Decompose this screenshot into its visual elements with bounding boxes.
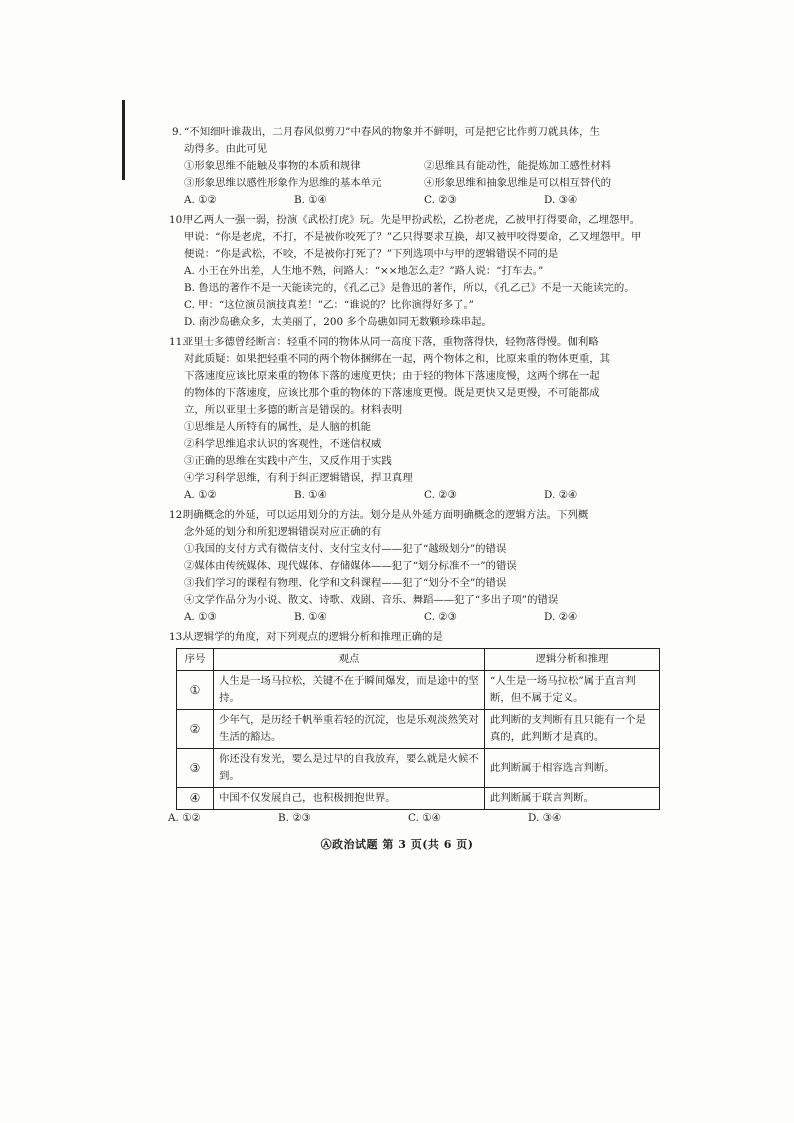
row-analysis: “人生是一场马拉松”属于直言判断，但不属于定义。 [485, 671, 660, 710]
row-view: 中国不仅发展自己，也积极拥抱世界。 [214, 788, 485, 810]
question-number: 11. [169, 336, 186, 348]
statement-2: ②科学思维追求认识的客观性，不迷信权威 [184, 438, 382, 450]
question-9 [172, 124, 652, 209]
option-b[interactable]: B. 鲁迅的著作不是一天能读完的，《孔乙己》是鲁迅的著作，所以，《孔乙己》不是一天能读完的。 [184, 282, 635, 294]
question-stem: 的物体的下落速度，应该比那个重的物体的下落速度更慢。既是更快又是更慢，不可能都成 [184, 387, 600, 399]
row-number: ② [177, 710, 214, 749]
row-view: 你还没有发光，要么是过早的自我放弃，要么就是火候不到。 [214, 749, 485, 788]
option-b[interactable]: B. ②③ [278, 812, 311, 824]
option-b[interactable]: B. ①④ [294, 611, 327, 623]
question-stem: 甲乙两人一强一弱，扮演《武松打虎》玩。先是甲扮武松，乙扮老虎，乙被甲打得要命，乙埋怨甲。 [183, 214, 641, 226]
statement-1: ①我国的支付方式有微信支付、支付宝支付——犯了“越级划分”的错误 [184, 543, 507, 555]
question-number: 9. [172, 126, 182, 138]
statement-1: ①思维是人所特有的属性，是人脑的机能 [184, 421, 372, 433]
option-b[interactable]: B. ①④ [294, 489, 327, 501]
option-d[interactable]: D. 南沙岛礁众多，太美丽了，200 多个岛礁如同无数颗珍珠串起。 [184, 316, 492, 328]
statement-4: ④形象思维和抽象思维是可以相互替代的 [424, 177, 612, 189]
statement-4: ④学习科学思维，有利于纠正逻辑错误，捍卫真理 [184, 472, 413, 484]
question-number: 13. [169, 631, 186, 643]
option-d[interactable]: D. ③④ [544, 194, 578, 206]
option-a[interactable]: A. ①② [168, 812, 201, 824]
table-row [177, 710, 660, 749]
option-c[interactable]: C. ②③ [424, 489, 457, 501]
statement-4: ④文学作品分为小说、散文、诗歌、戏剧、音乐、舞蹈——犯了“多出子项”的错误 [184, 594, 559, 606]
option-c[interactable]: C. ②③ [424, 194, 457, 206]
statement-3: ③正确的思维在实践中产生，又反作用于实践 [184, 455, 392, 467]
statement-2: ②思维具有能动性，能提炼加工感性材料 [424, 160, 612, 172]
question-stem: 亚里士多德曾经断言：轻重不同的物体从同一高度下落，重物落得快，轻物落得慢。伽利略 [183, 336, 599, 348]
statement-1: ①形象思维不能触及事物的本质和规律 [184, 160, 361, 172]
question-stem: 动得多。由此可见 [184, 143, 268, 155]
statement-2: ②媒体由传统媒体、现代媒体、存储媒体——犯了“划分标准不一”的错误 [184, 560, 517, 572]
header-analysis: 逻辑分析和推理 [485, 649, 660, 671]
question-stem: 便说：“你是武松，不咬，不是被你打死了？”下列选项中与甲的逻辑错误不同的是 [184, 248, 559, 260]
table-row [177, 788, 660, 810]
row-analysis: 此判断的支判断有且只能有一个是真的，此判断才是真的。 [485, 710, 660, 749]
question-number: 12. [169, 509, 186, 521]
header-view: 观点 [214, 649, 485, 671]
table-row [177, 671, 660, 710]
question-stem: 明确概念的外延，可以运用划分的方法。划分是从外延方面明确概念的逻辑方法。下列概 [183, 509, 589, 521]
option-d[interactable]: D. ②④ [544, 611, 578, 623]
option-b[interactable]: B. ①④ [294, 194, 327, 206]
row-number: ③ [177, 749, 214, 788]
question-stem: 对此质疑：如果把轻重不同的两个物体捆绑在一起，两个物体之和，比原来重的物体更重，其 [184, 353, 611, 365]
question-13 [168, 629, 652, 827]
row-number: ④ [177, 788, 214, 810]
question-number: 10. [169, 214, 186, 226]
exam-page [168, 124, 652, 827]
statement-3: ③形象思维以感性形象作为思维的基本单元 [184, 177, 382, 189]
option-a[interactable]: A. ①② [184, 194, 217, 206]
row-analysis: 此判断属于联言判断。 [485, 788, 660, 810]
option-a[interactable]: A. ①② [184, 489, 217, 501]
option-c[interactable]: C. ①④ [408, 812, 441, 824]
question-10 [169, 212, 652, 331]
question-stem: “不知细叶谁裁出，二月春风似剪刀”中春风的物象并不鲜明，可是把它比作剪刀就具体，生 [184, 126, 600, 138]
scan-edge-mark [122, 100, 125, 180]
question-stem: 念外延的划分和所犯逻辑错误对应正确的有 [184, 526, 382, 538]
row-number: ① [177, 671, 214, 710]
analysis-table [176, 648, 660, 810]
question-stem: 下落速度应该比原来重的物体下落的速度更快；由于轻的物体下落速度慢，这两个绑在一起 [184, 370, 600, 382]
page-footer: Ⓐ政治试题 第 3 页(共 6 页) [320, 838, 474, 851]
table-row [177, 749, 660, 788]
question-stem: 甲说：“你是老虎，不打，不是被你咬死了？”乙只得要求互换，却又被甲咬得要命，乙又埋怨甲。甲 [184, 231, 642, 243]
option-c[interactable]: C. ②③ [424, 611, 457, 623]
row-analysis: 此判断属于相容选言判断。 [485, 749, 660, 788]
question-stem: 立，所以亚里士多德的断言是错误的。材料表明 [184, 404, 403, 416]
header-number: 序号 [177, 649, 214, 671]
table-header-row [177, 649, 660, 671]
option-a[interactable]: A. 小王在外出差，人生地不熟，问路人：“××地怎么走？”路人说：“打车去。” [184, 265, 544, 277]
option-d[interactable]: D. ②④ [544, 489, 578, 501]
option-c[interactable]: C. 甲：“这位演员演技真差！”乙：“谁说的？比你演得好多了。” [184, 299, 474, 311]
question-11 [169, 334, 652, 504]
row-view: 少年气，是历经千帆举重若轻的沉淀，也是乐观淡然笑对生活的豁达。 [214, 710, 485, 749]
question-stem: 从逻辑学的角度，对下列观点的逻辑分析和推理正确的是 [183, 631, 443, 643]
option-a[interactable]: A. ①③ [184, 611, 217, 623]
option-d[interactable]: D. ③④ [528, 812, 562, 824]
statement-3: ③我们学习的课程有物理、化学和文科课程——犯了“划分不全”的错误 [184, 577, 507, 589]
row-view: 人生是一场马拉松，关键不在于瞬间爆发，而是途中的坚持。 [214, 671, 485, 710]
question-12 [169, 507, 652, 626]
